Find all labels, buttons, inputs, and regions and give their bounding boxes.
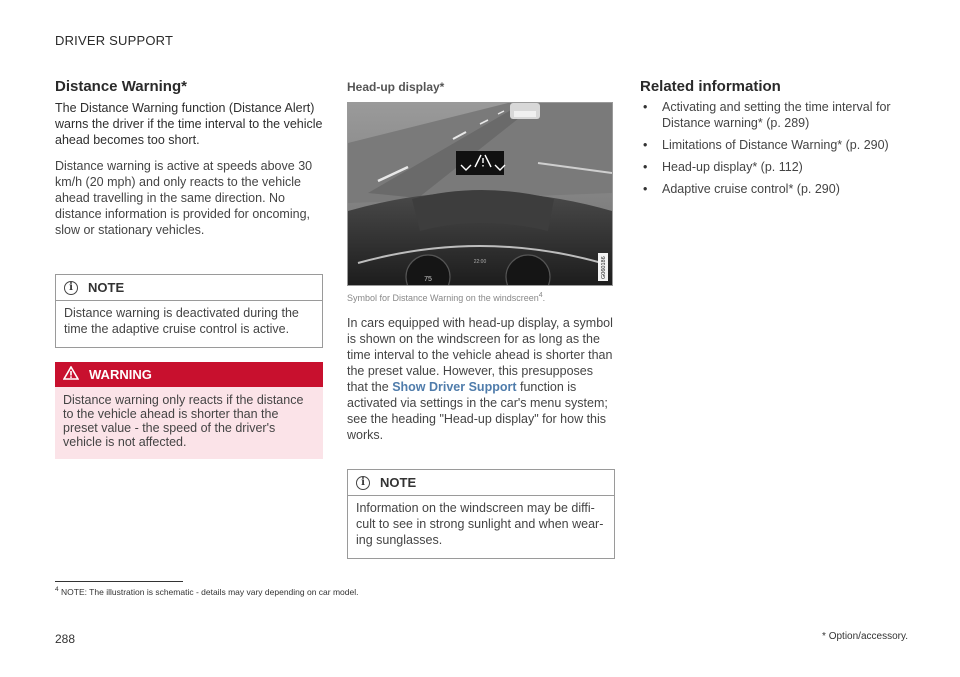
info-icon: i [356,476,370,490]
subsection-title: Head-up display* [347,80,445,94]
cluster-clock: 22:00 [473,259,487,265]
lead-paragraph: The Distance Warning function (Distance Alert) warns the driver if the time interval to the vehicle ahead becomes too short. [55,101,323,147]
hud-note-label: NOTE [380,475,417,490]
caption-text: Symbol for Distance Warning on the windscreen [347,293,539,303]
cluster-speed: 75 [424,276,432,283]
warning-triangle-icon [63,366,79,383]
page-number: 288 [55,632,76,646]
footnote-divider [55,581,183,582]
figure-code: G060186 [601,256,607,279]
related-link-activating-time-interval[interactable]: • Activating and setting the time interval for Distance warning* (p. 289) [640,99,910,131]
head-up-display-illustration [347,102,613,286]
section-title: Distance Warning* [55,78,187,95]
hud-note-header [348,470,614,496]
hud-note-text: Information on the windscreen may be difficult to see in strong sunlight and when wearing sunglasses. [356,501,604,547]
caption-footnote-ref: 4 [538,292,543,299]
body-paragraph: Distance warning is active at speeds above 30 km/h (20 mph) and only reacts to the vehicle ahead travelling in the same direction. No distance information is provided for oncoming, slow or stationary vehicles. [55,159,313,237]
column-related-information [640,78,910,203]
warning-header [55,362,323,387]
footnote [55,586,358,597]
related-link-limitations[interactable]: • Limitations of Distance Warning* (p. 290) [640,137,910,153]
note-label: NOTE [88,280,125,295]
section-header: DRIVER SUPPORT [55,33,174,48]
hud-body-post: function is activated via settings in the car's menu system; see the heading "Head-up display" for how this works. [347,380,608,442]
hud-body-pre: In cars equipped with head-up display, a symbol is shown on the windscreen for as long as the time interval to the vehicle ahead is shorter than the preset value. However, this presupposes that the [347,316,613,394]
hud-note-box [347,469,615,559]
figure-caption: Symbol for Distance Warning on the windscreen$^4$. [347,292,546,303]
column-distance-warning [55,78,323,459]
related-title: Related information [640,78,781,95]
windscreen-scene [348,103,612,285]
related-link-head-up-display[interactable]: • Head-up display* (p. 112) [640,159,910,175]
related-links-list [640,99,910,197]
show-driver-support-setting: Show Driver Support [392,380,517,394]
column-head-up-display [347,80,615,559]
hud-body-paragraph [347,315,615,443]
note-text: Distance warning is deactivated during the time the adaptive cruise control is active. [64,306,299,336]
footnote-number: 4 [55,586,59,593]
info-icon: i [64,281,78,295]
warning-label: WARNING [89,367,152,382]
warning-box [55,362,323,459]
related-link-adaptive-cruise-control[interactable]: • Adaptive cruise control* (p. 290) [640,181,910,197]
option-accessory-note: * Option/accessory. [822,631,908,642]
note-box [55,274,323,348]
note-header [56,275,322,301]
footnote-text: NOTE: The illustration is schematic - details may vary depending on car model. [61,586,359,597]
warning-text: Distance warning only reacts if the distance to the vehicle ahead is shorter than the preset value - the speed of the driver's vehicle is not affected. [63,393,304,449]
